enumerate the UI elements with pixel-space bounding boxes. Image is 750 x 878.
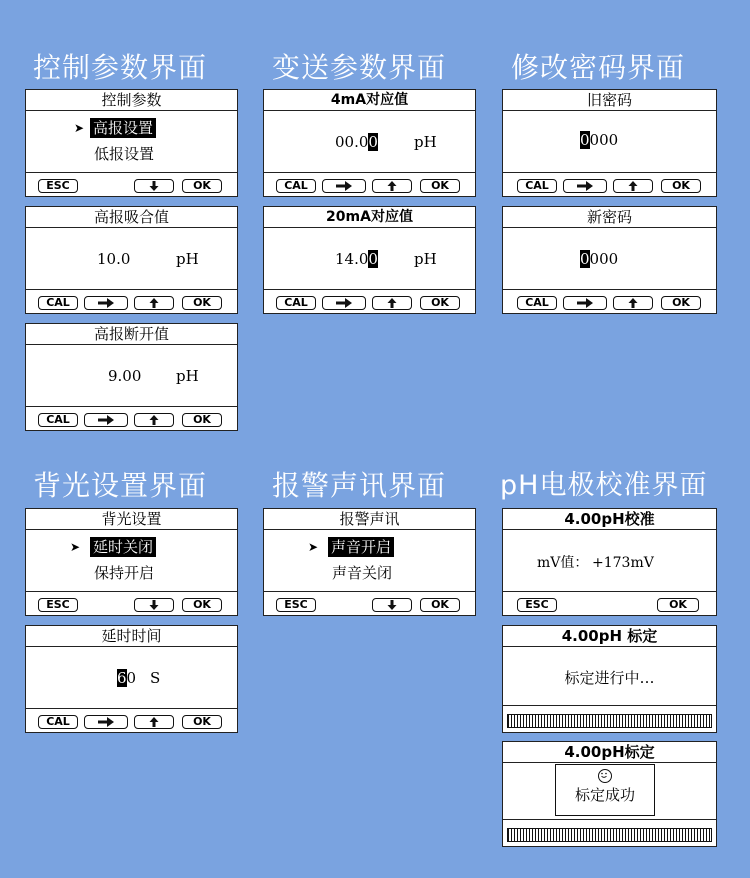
select-arrow-icon: ➤ xyxy=(308,540,319,554)
title-alarm: 报警声讯界面 xyxy=(272,469,447,502)
screen-calibration-start xyxy=(502,508,717,616)
cursor-digit: 0 xyxy=(580,250,590,268)
menu-item-low-alarm[interactable]: 低报设置 xyxy=(94,145,155,163)
arrow-down-icon xyxy=(148,600,160,610)
select-arrow-icon: ➤ xyxy=(74,121,85,135)
arrow-right-icon xyxy=(336,181,352,191)
down-button[interactable] xyxy=(134,179,174,193)
screen-title: 控制参数 xyxy=(26,90,237,111)
arrow-down-icon xyxy=(148,181,160,191)
arrow-up-icon xyxy=(627,298,639,308)
cal-button[interactable]: CAL xyxy=(38,715,78,729)
right-button[interactable] xyxy=(563,296,607,310)
arrow-down-icon xyxy=(386,600,398,610)
unit-label: pH xyxy=(176,250,199,268)
screen-high-break-value xyxy=(25,323,238,431)
esc-button[interactable]: ESC xyxy=(276,598,316,612)
ok-button[interactable]: OK xyxy=(420,179,460,193)
title-password: 修改密码界面 xyxy=(511,51,686,84)
right-button[interactable] xyxy=(322,179,366,193)
down-button[interactable] xyxy=(134,598,174,612)
cursor-digit: 0 xyxy=(368,250,378,268)
screen-backlight-settings xyxy=(25,508,238,616)
arrow-right-icon xyxy=(577,298,593,308)
menu-item-sound-on[interactable]: 声音开启 xyxy=(328,537,394,557)
password-field[interactable] xyxy=(580,249,618,269)
unit-label: pH xyxy=(414,133,437,151)
screen-title: 4.00pH 标定 xyxy=(503,626,716,647)
esc-button[interactable]: ESC xyxy=(517,598,557,612)
screen-title: 新密码 xyxy=(503,207,716,228)
screen-alarm-sound xyxy=(263,508,476,616)
screen-20ma-value xyxy=(263,206,476,314)
value-field[interactable]: 10.0 xyxy=(97,250,131,268)
arrow-right-icon xyxy=(336,298,352,308)
progress-bar xyxy=(507,714,712,728)
arrow-up-icon xyxy=(386,181,398,191)
menu-item-sound-off[interactable]: 声音关闭 xyxy=(332,564,393,582)
right-button[interactable] xyxy=(563,179,607,193)
password-field[interactable] xyxy=(580,130,618,150)
ok-button[interactable]: OK xyxy=(182,598,222,612)
menu-item-high-alarm[interactable]: 高报设置 xyxy=(90,118,156,138)
value-field[interactable] xyxy=(117,668,136,688)
cursor-digit: 0 xyxy=(368,133,378,151)
screen-title: 旧密码 xyxy=(503,90,716,111)
unit-label: S xyxy=(150,669,161,687)
ok-button[interactable]: OK xyxy=(420,598,460,612)
screen-old-password xyxy=(502,89,717,197)
up-button[interactable] xyxy=(372,179,412,193)
cal-button[interactable]: CAL xyxy=(276,179,316,193)
screen-high-pull-value xyxy=(25,206,238,314)
right-button[interactable] xyxy=(84,413,128,427)
screen-title: 高报断开值 xyxy=(26,324,237,345)
smile-icon xyxy=(598,769,612,783)
ok-button[interactable]: OK xyxy=(657,598,699,612)
screen-new-password xyxy=(502,206,717,314)
select-arrow-icon: ➤ xyxy=(70,540,81,554)
screen-delay-time xyxy=(25,625,238,733)
screen-title: 20mA对应值 xyxy=(264,207,475,228)
screen-title: 延时时间 xyxy=(26,626,237,647)
up-button[interactable] xyxy=(134,413,174,427)
password-digits: 000 xyxy=(589,131,619,149)
unit-label: pH xyxy=(414,250,437,268)
cal-button[interactable]: CAL xyxy=(38,296,78,310)
title-backlight: 背光设置界面 xyxy=(33,469,208,502)
cal-button[interactable]: CAL xyxy=(38,413,78,427)
right-button[interactable] xyxy=(84,296,128,310)
title-control: 控制参数界面 xyxy=(33,51,208,84)
ok-button[interactable]: OK xyxy=(182,715,222,729)
esc-button[interactable]: ESC xyxy=(38,179,78,193)
esc-button[interactable]: ESC xyxy=(38,598,78,612)
cal-button[interactable]: CAL xyxy=(517,296,557,310)
right-button[interactable] xyxy=(84,715,128,729)
ok-button[interactable]: OK xyxy=(182,413,222,427)
cal-button[interactable]: CAL xyxy=(276,296,316,310)
up-button[interactable] xyxy=(372,296,412,310)
cursor-digit: 6 xyxy=(117,669,127,687)
arrow-right-icon xyxy=(98,298,114,308)
value-rest: 0 xyxy=(126,669,137,687)
up-button[interactable] xyxy=(613,179,653,193)
screen-title: 高报吸合值 xyxy=(26,207,237,228)
screen-4ma-value xyxy=(263,89,476,197)
value-digits: 00.0 xyxy=(335,133,369,151)
arrow-right-icon xyxy=(98,717,114,727)
cursor-digit: 0 xyxy=(580,131,590,149)
password-digits: 000 xyxy=(589,250,619,268)
screen-control-params xyxy=(25,89,238,197)
calibration-status: 标定进行中… xyxy=(564,669,655,687)
ok-button[interactable]: OK xyxy=(661,296,701,310)
screen-title: 4.00pH校准 xyxy=(503,509,716,530)
ok-button[interactable]: OK xyxy=(420,296,460,310)
title-calibration: pH电极校准界面 xyxy=(500,470,708,501)
up-button[interactable] xyxy=(134,296,174,310)
screen-title: 4mA对应值 xyxy=(264,90,475,111)
screen-title: 4.00pH标定 xyxy=(503,742,716,763)
mv-label: mV值： xyxy=(537,555,589,571)
value-field[interactable]: 9.00 xyxy=(108,367,142,385)
mv-value: +173mV xyxy=(592,555,654,571)
ok-button[interactable]: OK xyxy=(182,296,222,310)
arrow-up-icon xyxy=(148,717,160,727)
menu-item-delay-off[interactable]: 延时关闭 xyxy=(90,537,156,557)
value-field[interactable] xyxy=(335,249,378,269)
arrow-up-icon xyxy=(148,298,160,308)
up-button[interactable] xyxy=(134,715,174,729)
menu-item-keep-on[interactable]: 保持开启 xyxy=(94,564,155,582)
arrow-up-icon xyxy=(627,181,639,191)
screen-calibration-progress xyxy=(502,625,717,733)
arrow-right-icon xyxy=(577,181,593,191)
screen-title: 背光设置 xyxy=(26,509,237,530)
progress-bar xyxy=(507,828,712,842)
ok-button[interactable]: OK xyxy=(661,179,701,193)
calibration-result: 标定成功 xyxy=(574,786,635,804)
cal-button[interactable]: CAL xyxy=(517,179,557,193)
screen-calibration-success xyxy=(502,741,717,847)
right-button[interactable] xyxy=(322,296,366,310)
arrow-right-icon xyxy=(98,415,114,425)
unit-label: pH xyxy=(176,367,199,385)
screen-title: 报警声讯 xyxy=(264,509,475,530)
title-transmit: 变送参数界面 xyxy=(272,51,447,84)
arrow-up-icon xyxy=(148,415,160,425)
down-button[interactable] xyxy=(372,598,412,612)
arrow-up-icon xyxy=(386,298,398,308)
up-button[interactable] xyxy=(613,296,653,310)
ok-button[interactable]: OK xyxy=(182,179,222,193)
value-digits: 14.0 xyxy=(335,250,369,268)
value-field[interactable] xyxy=(335,132,378,152)
